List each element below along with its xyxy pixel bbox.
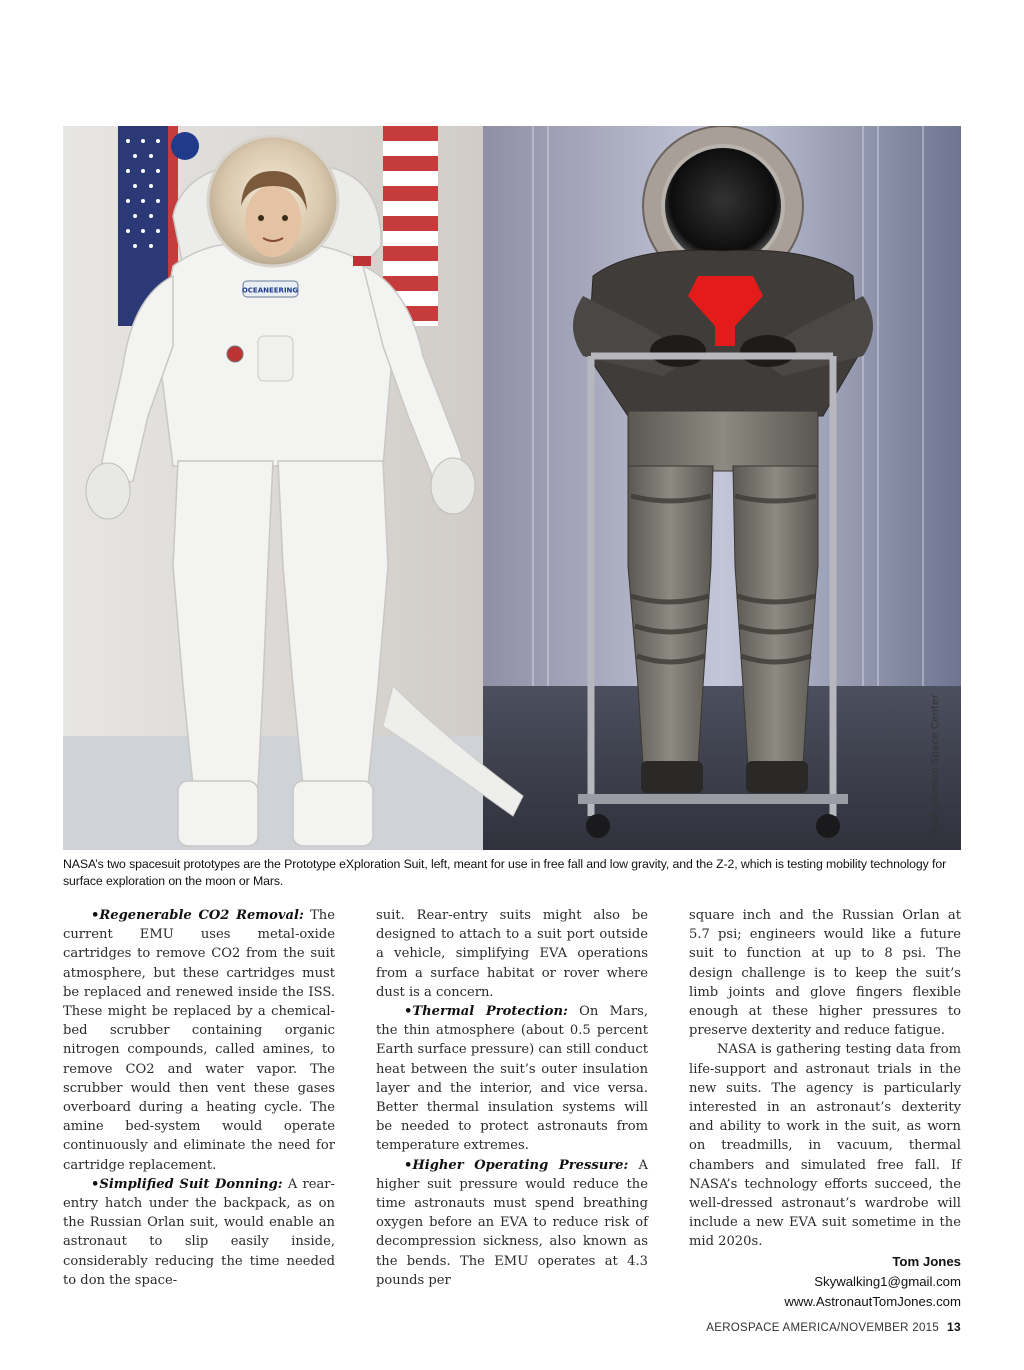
- author-name: Tom Jones: [892, 1253, 961, 1269]
- heading-suit-donning: •Simplified Suit Donning:: [91, 1176, 283, 1192]
- text-operating-pressure: A higher suit pressure would reduce the time astronauts must spend breathing oxygen before an EVA to reduce risk of decompression sickness, also known as the bends. The EMU operates at 4.3 pounds per: [376, 1157, 648, 1288]
- paragraph-pressure-continued: square inch and the Russian Orlan at 5.7 psi; engineers would like a future suit to function at up to 8 psi. The design challenge is to keep the suit’s limb joints and glove fingers flexible enough at these higher pressures to preserve dexterity and reduce fatigue.: [689, 908, 961, 1039]
- spacesuit-photo: [63, 126, 961, 850]
- paragraph-testing-data: NASA is gathering testing data from life-support and astronaut trials in the new suits. The agency is particularly interested in an astronaut’s dexterity and ability to work in the suit, as worn on treadmills, in vacuum, thermal chambers and simulated free fall. If NASA’s technology efforts succeed, the well-dressed astronaut’s wardrobe will include a new EVA suit sometime in the mid 2020s.: [689, 1042, 961, 1250]
- publication-info: AEROSPACE AMERICA/NOVEMBER 2015: [706, 1322, 940, 1334]
- photo-credit: NASA Johnson Space Center: [930, 694, 941, 840]
- text-thermal-protection: On Mars, the thin atmosphere (about 0.5 percent Earth surface pressure) can still conduct heat between the suit’s outer insulation layer and the interior, and vice versa. Better thermal insulation systems will be needed to protect astronauts from temperature extremes.: [376, 1004, 648, 1154]
- heading-thermal-protection: •Thermal Protection:: [404, 1004, 568, 1020]
- author-email[interactable]: Skywalking1@gmail.com: [814, 1273, 961, 1289]
- page-number: 13: [947, 1320, 961, 1334]
- text-column-3: [689, 906, 961, 1312]
- text-column-2: [376, 906, 648, 1290]
- page-footer: [706, 1320, 961, 1334]
- heading-co2-removal: •Regenerable CO2 Removal:: [91, 908, 304, 923]
- paragraph-suit-donning: [63, 1175, 335, 1290]
- paragraph-co2-removal: [63, 906, 335, 1175]
- heading-operating-pressure: •Higher Operating Pressure:: [404, 1157, 629, 1173]
- photo-caption: NASA’s two spacesuit prototypes are the Prototype eXploration Suit, left, meant for use in free fall and low gravity, and the Z-2, which is testing mobility technology for surface exploration on the moon or Mars.: [63, 857, 947, 888]
- paragraph-rear-entry: suit. Rear-entry suits might also be designed to attach to a suit port outside a vehicle, simplifying EVA operations from a surface habitat or rover where dust is a concern.: [376, 908, 648, 1000]
- author-website[interactable]: www.AstronautTomJones.com: [784, 1293, 961, 1309]
- text-suit-donning: A rear-entry hatch under the backpack, as on the Russian Orlan suit, would enable an astronaut to slip easily inside, considerably reducing the time needed to don the space-: [63, 1176, 335, 1288]
- paragraph-thermal-protection: [376, 1002, 648, 1156]
- author-signature: [689, 1252, 961, 1312]
- paragraph-operating-pressure: [376, 1156, 648, 1290]
- text-co2-removal: The current EMU uses metal-oxide cartridges to remove CO2 from the suit atmosphere, but these cartridges must be replaced and renewed inside the ISS. These might be replaced by a chemical-bed scrubber containing organic nitrogen compounds, called amines, to remove CO2 and water vapor. The scrubber would then vent these gases overboard during a heating cycle. The amine bed-system would operate continuously and eliminate the need for cartridge replacement.: [63, 908, 335, 1173]
- oceaneering-badge-text: OCEANEERING: [241, 286, 299, 295]
- spacesuit-illustration: [63, 126, 961, 850]
- text-column-1: [63, 906, 335, 1290]
